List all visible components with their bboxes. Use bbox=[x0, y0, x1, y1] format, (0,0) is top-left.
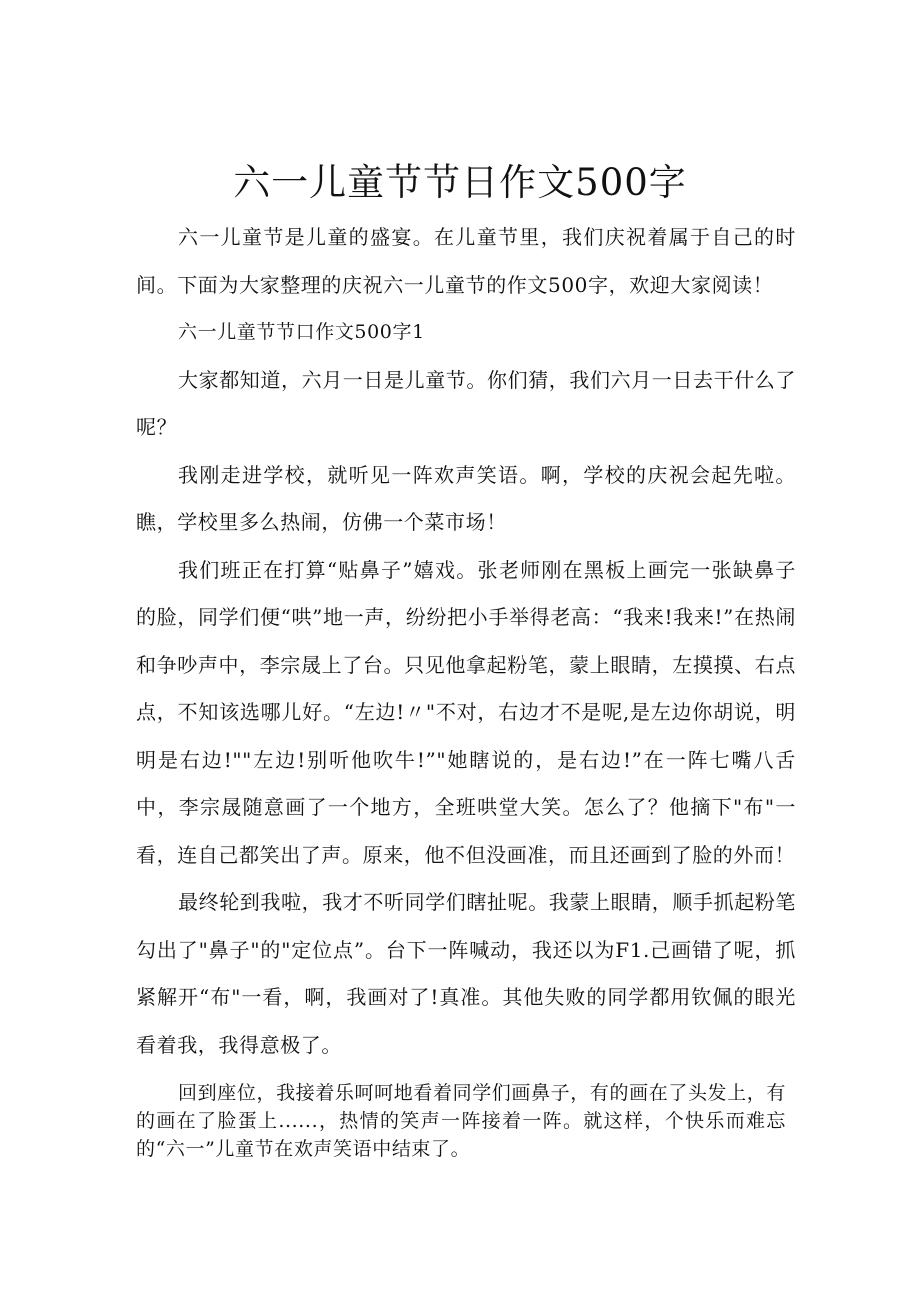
article-body bbox=[136, 214, 796, 1069]
closing-paragraph: 回到座位，我接着乐呵呵地看着同学们画鼻子，有的画在了头发上，有的画在了脸蛋上......，热情的笑声一阵接着一阵。就这样，个快乐而难忘的“六一”儿童节在欢声笑语中结束了。 bbox=[136, 1082, 786, 1160]
intro-paragraph: 六一儿童节是儿童的盛宴。在儿童节里，我们庆祝着属于自己的时间。下面为大家整理的庆祝六一儿童节的作文500字，欢迎大家阅读！ bbox=[136, 225, 796, 297]
paragraph: 最终轮到我啦，我才不听同学们瞎扯呢。我蒙上眼睛，顺手抓起粉笔勾出了"鼻子"的"定位点”。台下一阵喊动，我还以为F1.己画错了呢，抓紧解开“布"一看，啊，我画对了!真准。其他失败的同学都用钦佩的眼光看着我，我得意极了。 bbox=[136, 890, 796, 1057]
paragraph: 我刚走进学校，就听见一阵欢声笑语。啊，学校的庆祝会起先啦。瞧，学校里多么热闹，仿佛一个菜市场！ bbox=[136, 462, 796, 534]
section-heading: 六一儿童节节口作文500字1 bbox=[178, 321, 425, 343]
closing-block bbox=[136, 1079, 786, 1163]
paragraph: 大家都知道，六月一日是儿童节。你们猜，我们六月一日去干什么了呢？ bbox=[136, 367, 796, 439]
document-title: 六一儿童节节日作文500字 bbox=[233, 160, 687, 204]
paragraph: 我们班正在打算“贴鼻子”嬉戏。张老师刚在黑板上画完一张缺鼻子的脸，同学们便“哄”地一声，纷纷把小手举得老高：“我来!我来!”在热闹和争吵声中，李宗晟上了台。只见他拿起粉笔，蒙上眼睛，左摸摸、右点点，不知该选哪儿好。“左边!〃"不对，右边才不是呢,是左边你胡说，明明是右边!""左边!别听他吹牛!”"她瞎说的，是右边!”在一阵七嘴八舌中，李宗晟随意画了一个地方，全班哄堂大笑。怎么了？他摘下"布"一看，连自己都笑出了声。原来，他不但没画准，而且还画到了脸的外而！ bbox=[136, 557, 796, 867]
